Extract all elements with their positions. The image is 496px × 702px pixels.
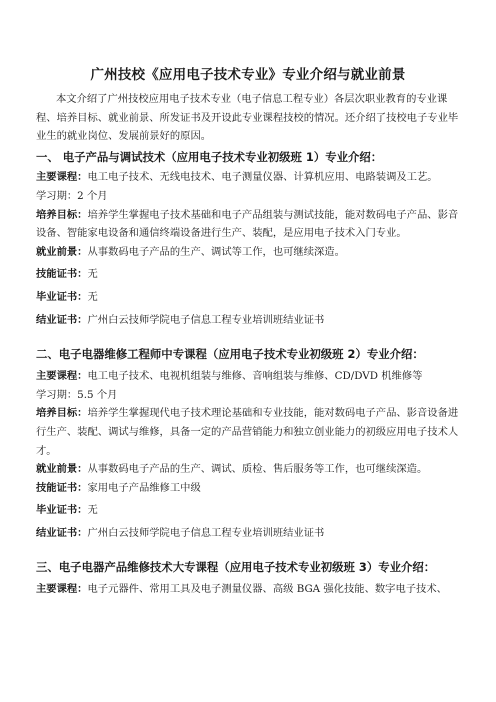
section2-career-text: 从事数码电子产品的生产、调试、质检、售后服务等工作，也可继续深造。 — [87, 463, 428, 476]
section1-goal-text: 培养学生掌握电子技术基础和电子产品组装与测试技能，能对数码电子产品、影音设备、智能家电设备和通信终端设备进行生产、装配，是应用电子技术入门专业。 — [36, 208, 459, 240]
section1-career-text: 从事数码电子产品的生产、调试等工作，也可继续深造。 — [87, 245, 345, 258]
section1-skill-text: 无 — [87, 268, 98, 281]
section1-heading: 一、 电子产品与调试技术（应用电子技术专业初级班 1）专业介绍： — [36, 149, 383, 164]
section3-courses-text: 电子元器件、常用工具及电子测量仪器、高级 BGA 强化技能、数字电子技术、 — [87, 583, 447, 596]
document-body — [36, 90, 464, 599]
section1-career-label: 就业前景： — [36, 245, 88, 258]
section1-grad-text: 无 — [87, 290, 98, 303]
section2-goal — [36, 404, 464, 460]
section1-grad-label: 毕业证书： — [36, 290, 88, 303]
section2-completion-label: 结业证书： — [36, 526, 88, 539]
section1-goal-label: 培养目标： — [36, 208, 88, 221]
section1-grad — [36, 288, 464, 307]
section2-grad — [36, 501, 464, 520]
section2-goal-label: 培养目标： — [36, 407, 88, 420]
section1-completion-text: 广州白云技师学院电子信息工程专业培训班结业证书 — [87, 313, 325, 326]
section2-courses — [36, 367, 464, 386]
section2-grad-text: 无 — [87, 504, 98, 517]
section1-goal — [36, 206, 464, 243]
section2-completion — [36, 524, 464, 543]
section1-skill — [36, 265, 464, 284]
section3-courses — [36, 580, 464, 599]
section1-completion-label: 结业证书： — [36, 313, 88, 326]
intro-paragraph: 本文介绍了广州技校应用电子技术专业（电子信息工程专业）各层次职业教育的专业课程、培养目标、就业前景、所发证书及开设此专业课程技校的情况。还介绍了技校电子专业毕业生的就业岗位、发展前景好的原因。 — [36, 93, 459, 143]
section1-courses-text: 电工电子技术、无线电技术、电子测量仪器、计算机应用、电路装调及工艺。 — [87, 171, 438, 184]
section2-grad-label: 毕业证书： — [36, 504, 88, 517]
section1-courses — [36, 168, 464, 187]
section2-career — [36, 460, 464, 479]
section1-completion — [36, 311, 464, 330]
section1-career — [36, 243, 464, 262]
section3-heading: 三、电子电器产品维修技术大专课程（应用电子技术专业初级班 3）专业介绍： — [36, 560, 436, 575]
section1-courses-label: 主要课程： — [36, 171, 88, 184]
section2-duration: 学习期：5.5 个月 — [36, 388, 118, 401]
section2-career-label: 就业前景： — [36, 463, 88, 476]
section2-heading: 二、电子电器维修工程师中专课程（应用电子技术专业初级班 2）专业介绍： — [36, 347, 424, 362]
section2-courses-text: 电工电子技术、电视机组装与维修、音响组装与维修、CD/DVD 机维修等 — [87, 370, 423, 383]
section2-skill-text: 家用电子产品维修工中级 — [87, 481, 201, 494]
section1-duration: 学习期：2 个月 — [36, 189, 108, 202]
section2-skill-label: 技能证书： — [36, 481, 88, 494]
section2-skill — [36, 479, 464, 498]
section2-courses-label: 主要课程： — [36, 370, 88, 383]
section2-completion-text: 广州白云技师学院电子信息工程专业培训班结业证书 — [87, 526, 325, 539]
section3-courses-label: 主要课程： — [36, 583, 88, 596]
section2-goal-text: 培养学生掌握现代电子技术理论基础和专业技能，能对数码电子产品、影音设备进行生产、装配、调试与维修，具备一定的产品营销能力和独立创业能力的初级应用电子技术人才。 — [36, 407, 459, 457]
section1-skill-label: 技能证书： — [36, 268, 88, 281]
document-title: 广州技校《应用电子技术专业》专业介绍与就业前景 — [90, 67, 406, 83]
